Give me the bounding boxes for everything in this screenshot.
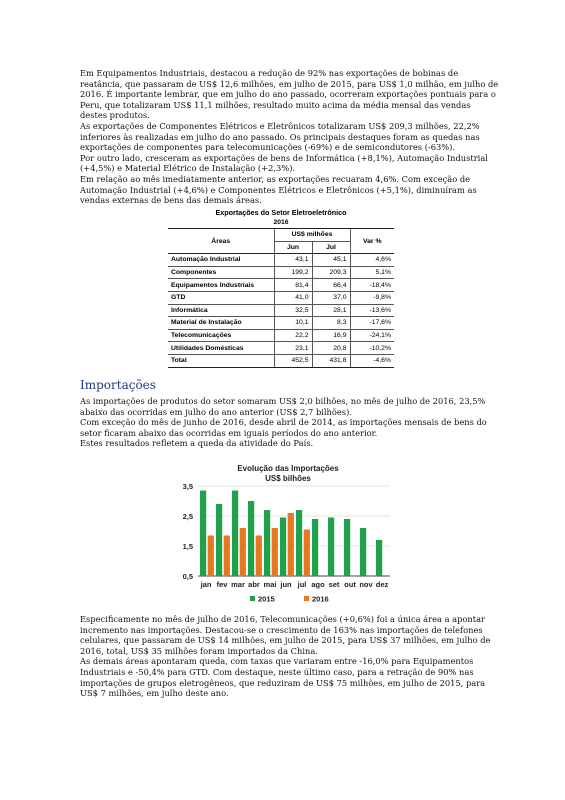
col-header-jul: Jul: [312, 241, 350, 254]
paragraph: As exportações de Componentes Elétricos e Eletrônicos totalizaram US$ 209,3 milhões, 22,2% inferiores às realizadas em julho do ano passado. Os principais destaques foram as quedas nas exportações de componentes para telecomunicações (-69%) e de semicondutores (-63%).: [80, 120, 480, 153]
table-cell-jul: 20,8: [312, 342, 350, 355]
paragraph: Especificamente no mês de julho de 2016, Telecomunicações (+0,6%) foi a única área a apontar incremento nas importações. Destacou-se o crescimento de 163% nas importações de telefones celulares, que passaram de US$ 14 milhões, em julho de 2015, para US$ 37 milhões, em julho de 2016, total, US$ 35 milhões foram importados da China.: [80, 614, 491, 656]
table-cell-jul: 37,0: [312, 291, 350, 304]
table-row: [168, 354, 394, 367]
paragraph: As importações de produtos do setor somaram US$ 2,0 bilhões, no mês de julho de 2016, 23,5% abaixo das ocorridas em julho do ano anterior (US$ 2,7 bilhões).: [80, 396, 486, 417]
table-row: [168, 254, 394, 267]
table-cell-area: GTD: [168, 291, 274, 304]
paragraph: Em relação ao mês imediatamente anterior, as exportações recuaram 4,6%. Com exceção de Automação Industrial (+4,6%) e Componentes Elétricos e Eletrônicos (+5,1%), diminuíram as vendas externas de bens das demais áreas.: [80, 173, 477, 206]
legend-label: 2016: [312, 594, 329, 604]
x-tick-label: abr: [248, 580, 260, 589]
table-cell-jun: 32,5: [274, 304, 312, 317]
table-cell-area: Material de Instalação: [168, 317, 274, 330]
bar-2015-jun: [280, 518, 286, 577]
table-cell-var: 5,1%: [350, 266, 394, 279]
table-cell-var: -10,2%: [350, 342, 394, 355]
table-cell-var: -24,1%: [350, 329, 394, 342]
bar-2015-out: [344, 519, 350, 576]
legend-label: 2015: [258, 594, 275, 604]
table-row: [168, 317, 394, 330]
bar-2016-jul: [304, 530, 310, 577]
table-cell-jul: 431,8: [312, 354, 350, 367]
table-cell-var: -4,6%: [350, 354, 394, 367]
table-body: [168, 254, 394, 367]
bar-2016-mai: [272, 528, 278, 576]
paragraph: As demais áreas apontaram queda, com taxas que variaram entre -16,0% para Equipamentos Industriais e -50,4% para GTD. Com destaque, neste último caso, para a retração de 90% nas importações de grupos eletrogêneos, que reduziram de US$ 75 milhões, em julho de 2015, para US$ 7 milhões, em julho deste ano.: [80, 656, 486, 699]
bar-2015-dez: [376, 540, 382, 576]
col-header-jun: Jun: [274, 241, 312, 254]
table-row: [168, 304, 394, 317]
x-tick-label: dez: [375, 580, 389, 589]
x-tick-label: mai: [263, 580, 277, 589]
x-tick-label: mar: [231, 580, 245, 589]
table-row: [168, 279, 394, 292]
table-cell-jun: 23,1: [274, 342, 312, 355]
bar-2016-abr: [256, 536, 262, 577]
table-cell-jun: 22,2: [274, 329, 312, 342]
table-cell-area: Componentes: [168, 266, 274, 279]
paragraph: Por outro lado, cresceram as exportações de bens de Informática (+8,1%), Automação Industrial (+4,5%) e Material Elétrico de Instalação (+2,3%).: [80, 152, 488, 174]
chart-subtitle: US$ bilhões: [265, 474, 311, 483]
x-tick-label: ago: [311, 580, 325, 589]
x-tick-label: set: [328, 580, 340, 589]
bar-2015-fev: [216, 504, 222, 576]
exports-table-block: [168, 207, 394, 368]
bar-2016-jun: [288, 513, 294, 576]
table-cell-var: -17,6%: [350, 317, 394, 330]
bar-2015-jul: [296, 510, 302, 576]
paragraph: Estes resultados refletem a queda da atividade do País.: [80, 438, 314, 449]
intro-text: [80, 68, 500, 206]
col-header-area: Áreas: [168, 229, 274, 254]
x-tick-label: nov: [359, 580, 373, 589]
chart-title: Evolução das Importações: [237, 464, 339, 473]
paragraph: Com exceção do mês de junho de 2016, desde abril de 2014, as importações mensais de bens do setor ficaram abaixo das ocorridas em iguais períodos do ano anterior.: [80, 417, 487, 438]
y-tick-label: 2,5: [182, 512, 193, 521]
imports-text: [80, 396, 500, 449]
y-tick-label: 0,5: [182, 572, 193, 581]
bar-2015-ago: [312, 519, 318, 576]
table-row: [168, 291, 394, 304]
table-cell-var: 4,6%: [350, 254, 394, 267]
table-cell-jun: 452,5: [274, 354, 312, 367]
y-tick-label: 1,5: [182, 542, 193, 551]
table-cell-jul: 66,4: [312, 279, 350, 292]
table-cell-var: -9,8%: [350, 291, 394, 304]
bar-2016-jan: [208, 536, 214, 577]
table-row: [168, 266, 394, 279]
table-cell-area: Equipamentos Industriais: [168, 279, 274, 292]
bar-2015-mai: [264, 510, 270, 576]
legend-swatch: [304, 596, 309, 601]
x-tick-label: fev: [216, 580, 228, 589]
table-year: 2016: [273, 219, 289, 226]
y-tick-label: 3,5: [182, 482, 193, 491]
bar-2016-mar: [240, 528, 246, 576]
table-cell-jul: 45,1: [312, 254, 350, 267]
bar-2015-jan: [200, 491, 206, 577]
paragraph: Em Equipamentos Industriais, destacou a redução de 92% nas exportações de bobinas de reatância, que passaram de US$ 12,6 milhões, em julho de 2015, para US$ 1,0 milhão, em julho de 2016. É importante lembrar, que em julho do ano passado, ocorreram exportações pontuais para o Peru, que totalizaram US$ 11,1 milhões, resultado muito acima da média mensal das vendas destes produtos.: [80, 68, 499, 121]
table-cell-jun: 43,1: [274, 254, 312, 267]
table-cell-jul: 28,1: [312, 304, 350, 317]
table-cell-jul: 16,9: [312, 329, 350, 342]
table-cell-area: Informática: [168, 304, 274, 317]
bar-2015-set: [328, 518, 334, 577]
table-cell-jul: 8,3: [312, 317, 350, 330]
table-row: [168, 329, 394, 342]
table-cell-jul: 209,3: [312, 266, 350, 279]
x-tick-label: out: [344, 580, 356, 589]
section-heading: Importações: [80, 378, 156, 392]
x-tick-label: jul: [297, 580, 307, 589]
x-tick-label: jun: [280, 580, 292, 589]
table-cell-jun: 41,0: [274, 291, 312, 304]
table-cell-jun: 199,2: [274, 266, 312, 279]
bar-2015-nov: [360, 528, 366, 576]
closing-text: [80, 614, 500, 699]
table-cell-area: Total: [168, 354, 274, 367]
table-cell-var: -18,4%: [350, 279, 394, 292]
bar-2015-mar: [232, 491, 238, 577]
bar-2016-fev: [224, 536, 230, 577]
table-cell-area: Utilidades Domésticas: [168, 342, 274, 355]
col-header-group: US$ milhões: [274, 229, 350, 242]
table-cell-var: -13,6%: [350, 304, 394, 317]
bar-2015-abr: [248, 501, 254, 576]
exports-table: [168, 228, 394, 368]
imports-chart: [168, 460, 408, 610]
table-cell-jun: 81,4: [274, 279, 312, 292]
table-row: [168, 342, 394, 355]
table-cell-jun: 10,1: [274, 317, 312, 330]
table-cell-area: Automação Industrial: [168, 254, 274, 267]
table-cell-area: Telecomunicações: [168, 329, 274, 342]
x-tick-label: jan: [200, 580, 212, 589]
legend-swatch: [250, 596, 255, 601]
col-header-var: Var %: [350, 229, 394, 254]
table-title: Exportações do Setor Eletroeletrônico: [215, 208, 347, 217]
